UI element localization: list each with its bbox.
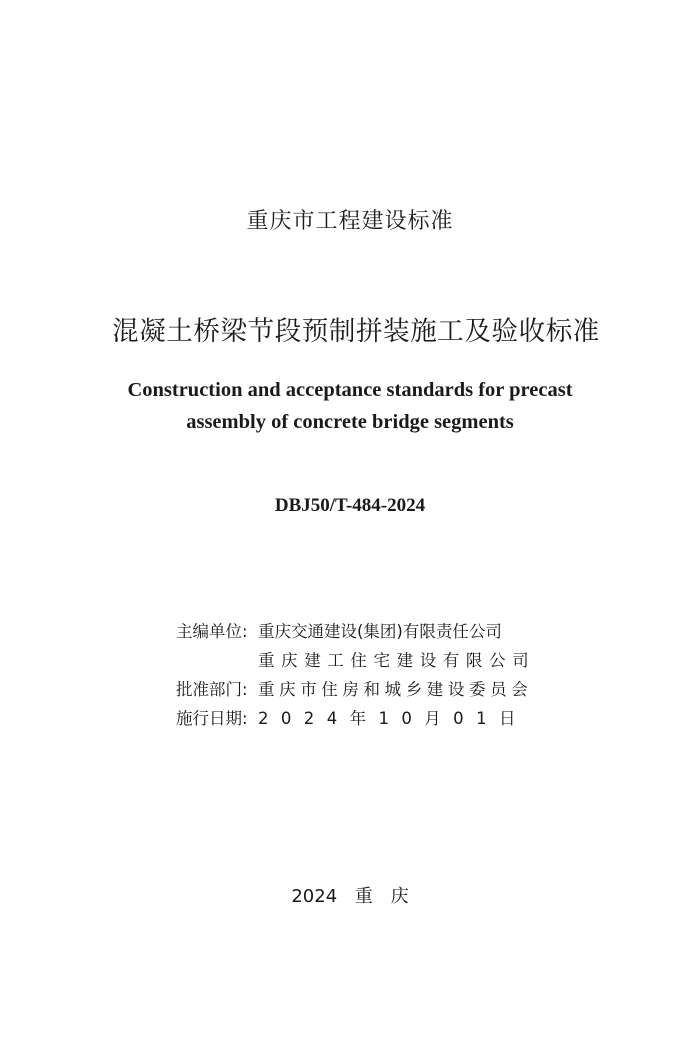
editor-row	[176, 617, 535, 646]
effective-date-row	[176, 704, 535, 733]
approval-label: 批准部门:	[176, 680, 248, 699]
editor-row-2	[176, 646, 535, 675]
effective-date-value: 2024年10月01日	[258, 709, 528, 728]
editor-value-2: 重庆建工住宅建设有限公司	[258, 651, 536, 670]
editor-label: 主编单位:	[176, 622, 248, 641]
title-english-line-2: assembly of concrete bridge segments	[186, 411, 514, 433]
title-english	[0, 374, 700, 438]
editor-value-1: 重庆交通建设(集团)有限责任公司	[258, 622, 502, 641]
title-chinese: 混凝土桥梁节段预制拼装施工及验收标准	[112, 316, 600, 347]
effective-date-label: 施行日期:	[176, 709, 248, 728]
approval-row	[176, 675, 535, 704]
footer-year-city: 2024 重 庆	[291, 886, 409, 907]
title-english-line-1: Construction and acceptance standards for precast	[127, 379, 573, 401]
standard-code: DBJ50/T-484-2024	[274, 495, 426, 516]
approval-value: 重庆市住房和城乡建设委员会	[258, 680, 533, 699]
publication-info	[176, 617, 535, 733]
series-title: 重庆市工程建设标准	[246, 209, 454, 234]
